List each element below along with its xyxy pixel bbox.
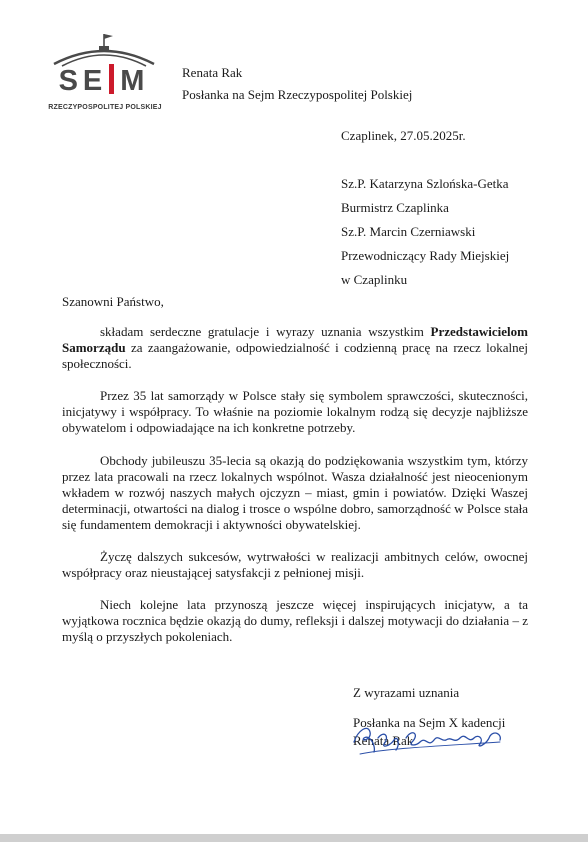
recipient-line: Burmistrz Czaplinka (341, 200, 449, 215)
salutation: Szanowni Państwo, (62, 294, 164, 309)
closing-role: Posłanka na Sejm X kadencji (353, 715, 506, 730)
body-bold-text: Przedstawicielom Samorządu (62, 324, 528, 355)
recipient-line: Sz.P. Marcin Czerniawski (341, 224, 476, 239)
sender-role: Posłanka na Sejm Rzeczypospolitej Polskiej (182, 87, 413, 102)
recipients-block (341, 172, 509, 292)
parliament-dome-icon (48, 28, 168, 68)
letter-body (62, 324, 528, 661)
sejm-logo (48, 28, 168, 118)
closing-greeting: Z wyrazami uznania (353, 685, 460, 700)
logo-letters-left: SE (58, 65, 108, 97)
sender-block (182, 62, 412, 106)
body-paragraph: Życzę dalszych sukcesów, wytrwałości w realizacji ambitnych celów, owocnej współpracy oraz nieustającej satysfakcji z pełnionej misji. (62, 549, 528, 580)
recipient-line: Przewodniczący Rady Miejskiej (341, 248, 510, 263)
logo-letters-right: M (120, 65, 150, 97)
body-paragraph: Niech kolejne lata przynoszą jeszcze więcej inspirujących inicjatyw, a ta wyjątkowa rocznica będzie okazją do dumy, refleksji i dalszej motywacji do działania – z myślą o przyszłych pokoleniach. (62, 597, 528, 644)
body-paragraph: Obchody jubileuszu 35-lecia są okazją do podziękowania wszystkim tym, którzy przez lata pracowali na rzecz lokalnych wspólnot. Wasza działalność jest nieocenionym wkładem w rozwój naszych małych ojczyzn – miast, gmin i powiatów. Dzięki Waszej determinacji, otwartości na dialog i trosce o wspólne dobro, samorządność w Polsce stała się fundamentem demokracji i aktywności obywatelskiej. (62, 453, 528, 532)
recipient-line: w Czaplinku (341, 272, 408, 287)
logo-subtitle: RZECZYPOSPOLITEJ POLSKIEJ (48, 104, 162, 111)
logo-red-bar (109, 64, 114, 94)
recipient-line: Sz.P. Katarzyna Szlońska-Getka (341, 176, 509, 191)
sender-name: Renata Rak (182, 65, 243, 80)
body-text: składam serdeczne gratulacje i wyrazy uznania wszystkim (100, 324, 431, 339)
handwritten-signature (350, 712, 520, 760)
logo-wordmark (48, 64, 160, 98)
body-paragraph: Przez 35 lat samorządy w Polsce stały się symbolem sprawczości, skuteczności, inicjatywy i współpracy. To właśnie na poziomie lokalnym rodzą się decyzje najbliższe obywatelom i odpowiadające na ich konkretne potrzeby. (62, 388, 528, 435)
body-text: za zaangażowanie, odpowiedzialność i codzienną pracę na rzecz lokalnej społeczności. (62, 340, 528, 371)
letter-date: Czaplinek, 27.05.2025r. (341, 128, 466, 143)
page-bottom-edge (0, 834, 588, 842)
closing-name: Renata Rak (353, 733, 414, 748)
body-paragraph (62, 324, 528, 372)
